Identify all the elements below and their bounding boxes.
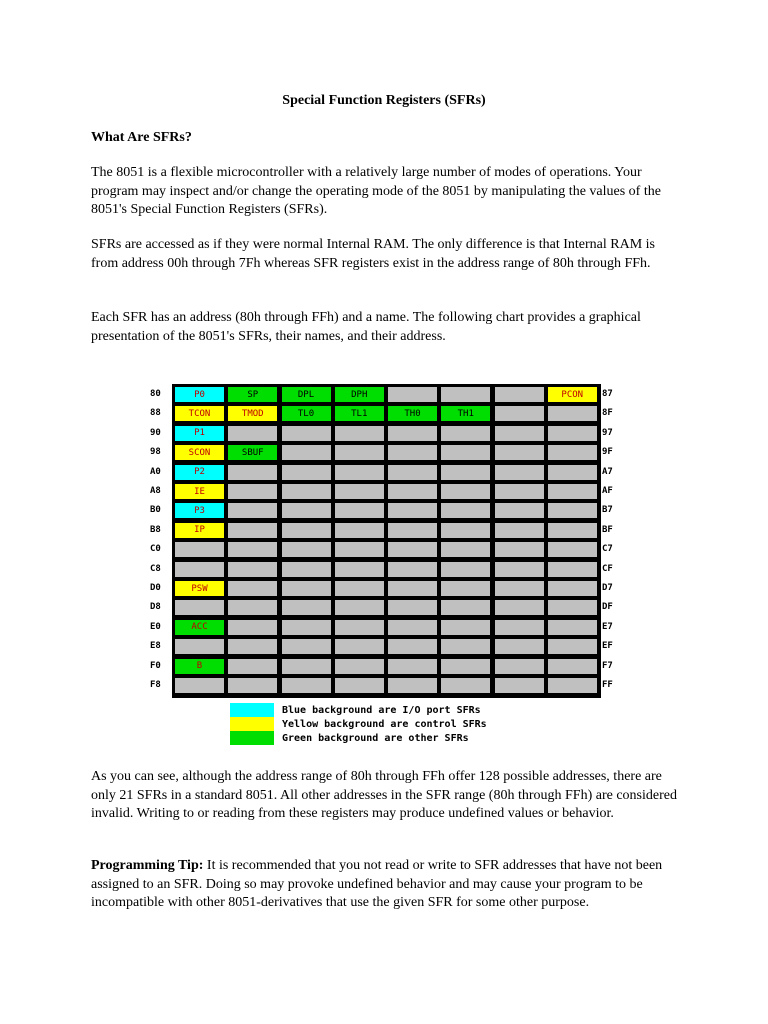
sfr-cell-empty — [547, 658, 598, 675]
sfr-cell-empty — [387, 638, 438, 655]
sfr-cell-empty — [281, 522, 332, 539]
sfr-cell-empty — [174, 599, 225, 616]
sfr-cell-empty — [387, 561, 438, 578]
legend-swatch-yellow — [230, 717, 274, 731]
sfr-cell-empty — [227, 483, 278, 500]
sfr-cell-empty — [547, 677, 598, 694]
sfr-address-start: E8 — [150, 641, 161, 652]
sfr-address-start: 98 — [150, 447, 161, 458]
sfr-cell-empty — [494, 502, 545, 519]
sfr-cell-empty — [227, 561, 278, 578]
sfr-cell-empty — [227, 599, 278, 616]
sfr-cell-b: B — [174, 658, 225, 675]
sfr-cell-empty — [547, 425, 598, 442]
sfr-cell-empty — [440, 444, 491, 461]
sfr-address-end: 9F — [602, 447, 613, 458]
legend-swatch-green — [230, 731, 274, 745]
sfr-address-end: D7 — [602, 583, 613, 593]
sfr-cell-p0: P0 — [174, 386, 225, 403]
sfr-address-end: 8F — [602, 408, 613, 419]
sfr-cell-empty — [281, 580, 332, 597]
sfr-address-start: E0 — [150, 621, 161, 632]
sfr-cell-empty — [334, 425, 385, 442]
sfr-cell-empty — [281, 483, 332, 500]
sfr-cell-empty — [494, 619, 545, 636]
sfr-cell-empty — [547, 619, 598, 636]
sfr-cell-empty — [440, 386, 491, 403]
page-title: Special Function Registers (SFRs) — [282, 93, 486, 108]
sfr-address-end: BF — [602, 524, 613, 535]
sfr-cell-empty — [334, 599, 385, 616]
sfr-cell-empty — [547, 522, 598, 539]
sfr-cell-scon: SCON — [174, 444, 225, 461]
sfr-cell-empty — [387, 522, 438, 539]
sfr-cell-empty — [440, 638, 491, 655]
sfr-cell-empty — [494, 541, 545, 558]
legend-text-other: Green background are other SFRs — [282, 732, 469, 744]
sfr-cell-empty — [494, 444, 545, 461]
sfr-cell-p1: P1 — [174, 425, 225, 442]
sfr-cell-sp: SP — [227, 386, 278, 403]
sfr-cell-empty — [227, 522, 278, 539]
sfr-cell-tl1: TL1 — [334, 405, 385, 422]
sfr-cell-empty — [334, 522, 385, 539]
sfr-cell-empty — [547, 561, 598, 578]
sfr-cell-tcon: TCON — [174, 405, 225, 422]
sfr-cell-empty — [494, 599, 545, 616]
sfr-cell-empty — [547, 483, 598, 500]
sfr-cell-psw: PSW — [174, 580, 225, 597]
sfr-cell-empty — [440, 502, 491, 519]
sfr-cell-empty — [387, 425, 438, 442]
sfr-cell-empty — [281, 541, 332, 558]
sfr-cell-th1: TH1 — [440, 405, 491, 422]
sfr-cell-ip: IP — [174, 522, 225, 539]
sfr-address-end: B7 — [602, 505, 613, 516]
sfr-cell-empty — [387, 580, 438, 597]
sfr-address-start: F0 — [150, 660, 161, 671]
sfr-cell-empty — [387, 444, 438, 461]
sfr-cell-empty — [281, 677, 332, 694]
sfr-cell-empty — [281, 444, 332, 461]
sfr-cell-empty — [494, 677, 545, 694]
sfr-cell-empty — [281, 425, 332, 442]
sfr-cell-empty — [387, 599, 438, 616]
sfr-cell-empty — [334, 464, 385, 481]
sfr-cell-empty — [334, 444, 385, 461]
sfr-cell-pcon: PCON — [547, 386, 598, 403]
sfr-cell-empty — [387, 619, 438, 636]
sfr-address-end: CF — [602, 563, 613, 574]
sfr-cell-empty — [281, 502, 332, 519]
sfr-cell-empty — [547, 638, 598, 655]
sfr-cell-empty — [227, 619, 278, 636]
sfr-cell-empty — [547, 580, 598, 597]
sfr-cell-empty — [494, 464, 545, 481]
sfr-cell-empty — [281, 619, 332, 636]
sfr-address-start: 90 — [150, 427, 161, 438]
sfr-cell-empty — [494, 425, 545, 442]
sfr-cell-empty — [227, 677, 278, 694]
sfr-cell-tmod: TMOD — [227, 405, 278, 422]
sfr-cell-empty — [494, 658, 545, 675]
sfr-address-start: B8 — [150, 524, 161, 535]
sfr-address-end: E7 — [602, 621, 613, 632]
sfr-cell-p2: P2 — [174, 464, 225, 481]
sfr-cell-empty — [440, 658, 491, 675]
sfr-address-start: 80 — [150, 389, 161, 399]
sfr-cell-empty — [494, 561, 545, 578]
sfr-cell-empty — [387, 541, 438, 558]
sfr-cell-dph: DPH — [334, 386, 385, 403]
sfr-cell-empty — [387, 502, 438, 519]
sfr-cell-empty — [174, 638, 225, 655]
sfr-cell-empty — [440, 677, 491, 694]
sfr-cell-empty — [334, 580, 385, 597]
sfr-cell-empty — [494, 483, 545, 500]
sfr-cell-empty — [440, 541, 491, 558]
sfr-cell-empty — [494, 638, 545, 655]
sfr-cell-empty — [440, 580, 491, 597]
sfr-cell-empty — [227, 502, 278, 519]
legend-swatch-blue — [230, 703, 274, 717]
sfr-cell-p3: P3 — [174, 502, 225, 519]
paragraph-intro: The 8051 is a flexible microcontroller with a relatively large number of modes of operations. Your program may inspect and/or change the operating mode of the 8051 by manipulating the values of the 8051's Special Function Registers (SFRs). — [91, 165, 661, 218]
sfr-cell-empty — [281, 638, 332, 655]
sfr-cell-empty — [334, 677, 385, 694]
sfr-cell-empty — [547, 444, 598, 461]
sfr-cell-empty — [547, 541, 598, 558]
paragraph-tip — [91, 857, 681, 913]
sfr-cell-empty — [334, 561, 385, 578]
sfr-address-end: DF — [602, 602, 613, 613]
sfr-cell-empty — [227, 425, 278, 442]
sfr-cell-empty — [387, 658, 438, 675]
legend-row-io — [230, 703, 481, 717]
paragraph-invalid: As you can see, although the address range of 80h through FFh offer 128 possible addresses, there are only 21 SFRs in a standard 8051. All other addresses in the SFR range (80h through FFh) are considered invalid. Writing to or reading from these registers may produce undefined values or behavior. — [91, 769, 677, 822]
sfr-address-end: FF — [602, 680, 613, 690]
sfr-chart — [150, 380, 630, 750]
sfr-cell-empty — [281, 561, 332, 578]
sfr-cell-empty — [440, 425, 491, 442]
sfr-cell-empty — [334, 619, 385, 636]
sfr-cell-empty — [494, 580, 545, 597]
paragraph-access: SFRs are accessed as if they were normal Internal RAM. The only difference is that Internal RAM is from address 00h through 7Fh whereas SFR registers exist in the address range of 80h through FFh. — [91, 237, 655, 271]
sfr-cell-empty — [440, 464, 491, 481]
sfr-legend — [230, 703, 590, 747]
sfr-cell-empty — [440, 619, 491, 636]
sfr-cell-empty — [387, 464, 438, 481]
sfr-grid — [172, 384, 601, 698]
legend-text-io: Blue background are I/O port SFRs — [282, 704, 481, 716]
sfr-address-end: AF — [602, 486, 613, 496]
sfr-address-start: C8 — [150, 563, 161, 574]
sfr-cell-empty — [281, 464, 332, 481]
sfr-cell-empty — [547, 502, 598, 519]
sfr-address-end: F7 — [602, 660, 613, 671]
sfr-address-start: C0 — [150, 544, 161, 555]
sfr-cell-sbuf: SBUF — [227, 444, 278, 461]
sfr-cell-empty — [174, 561, 225, 578]
sfr-cell-empty — [440, 522, 491, 539]
sfr-cell-empty — [174, 677, 225, 694]
sfr-cell-empty — [440, 483, 491, 500]
legend-row-control — [230, 717, 487, 731]
sfr-address-start: A8 — [150, 486, 161, 496]
sfr-cell-empty — [387, 677, 438, 694]
sfr-address-end: EF — [602, 641, 613, 652]
sfr-cell-empty — [334, 638, 385, 655]
sfr-cell-empty — [334, 502, 385, 519]
sfr-cell-empty — [227, 464, 278, 481]
sfr-address-start: D8 — [150, 602, 161, 613]
sfr-cell-ie: IE — [174, 483, 225, 500]
sfr-cell-empty — [227, 658, 278, 675]
sfr-cell-empty — [494, 386, 545, 403]
paragraph-address: Each SFR has an address (80h through FFh) and a name. The following chart provides a graphical presentation of the 8051's SFRs, their names, and their address. — [91, 310, 641, 344]
sfr-cell-empty — [281, 599, 332, 616]
tip-label: Programming Tip: — [91, 858, 204, 873]
sfr-cell-empty — [387, 386, 438, 403]
sfr-cell-acc: ACC — [174, 619, 225, 636]
sfr-cell-empty — [227, 580, 278, 597]
sfr-cell-empty — [174, 541, 225, 558]
sfr-cell-tl0: TL0 — [281, 405, 332, 422]
sfr-cell-empty — [547, 464, 598, 481]
sfr-address-start: F8 — [150, 680, 161, 690]
section-heading: What Are SFRs? — [91, 130, 192, 145]
sfr-address-start: B0 — [150, 505, 161, 516]
sfr-address-start: 88 — [150, 408, 161, 419]
sfr-address-end: C7 — [602, 544, 613, 555]
sfr-cell-empty — [547, 599, 598, 616]
sfr-cell-dpl: DPL — [281, 386, 332, 403]
sfr-cell-empty — [494, 405, 545, 422]
sfr-address-end: A7 — [602, 466, 613, 477]
sfr-cell-empty — [334, 658, 385, 675]
sfr-cell-empty — [494, 522, 545, 539]
sfr-cell-empty — [387, 483, 438, 500]
sfr-cell-empty — [334, 541, 385, 558]
tip-text: It is recommended that you not read or write to SFR addresses that have not been assigned to an SFR. Doing so may provoke undefined behavior and may cause your program to be incompatible with other 8051-derivatives that use the given SFR for some other purpose. — [91, 858, 663, 911]
sfr-cell-empty — [281, 658, 332, 675]
sfr-cell-empty — [227, 541, 278, 558]
sfr-address-end: 97 — [602, 427, 613, 438]
legend-text-control: Yellow background are control SFRs — [282, 718, 487, 730]
sfr-address-end: 87 — [602, 389, 613, 399]
legend-row-other — [230, 731, 469, 745]
sfr-address-start: D0 — [150, 583, 161, 593]
sfr-cell-th0: TH0 — [387, 405, 438, 422]
sfr-cell-empty — [227, 638, 278, 655]
sfr-address-start: A0 — [150, 466, 161, 477]
sfr-cell-empty — [440, 599, 491, 616]
sfr-cell-empty — [334, 483, 385, 500]
sfr-cell-empty — [440, 561, 491, 578]
sfr-cell-empty — [547, 405, 598, 422]
